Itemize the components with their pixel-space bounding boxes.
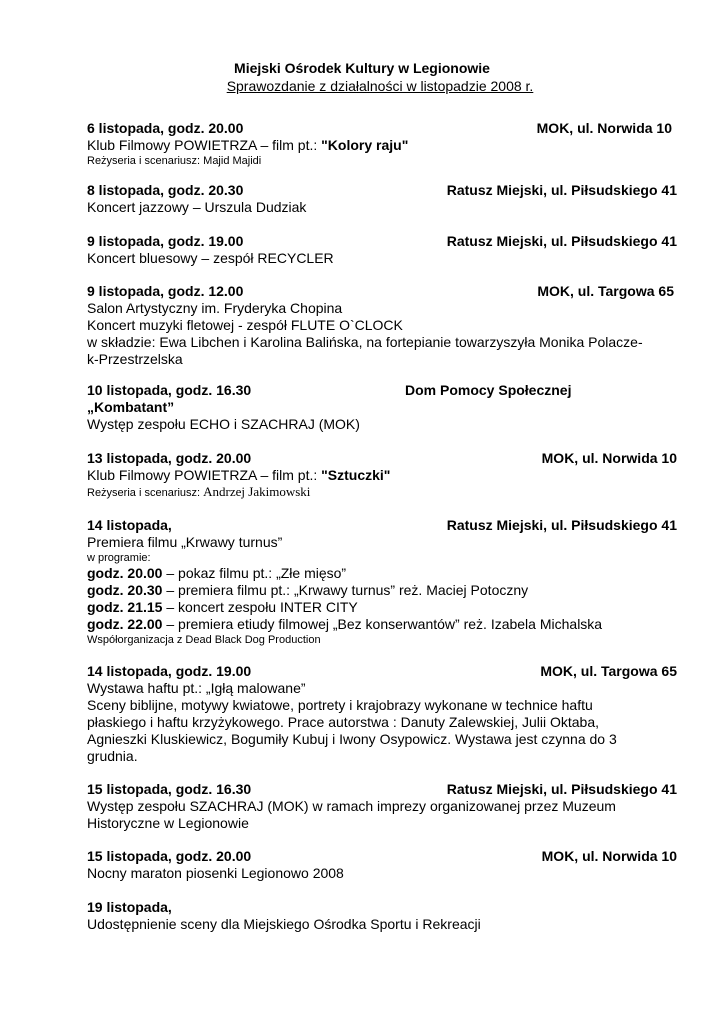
film-title: "Kolory raju" [321, 137, 409, 153]
program-text: – premiera etiudy filmowej „Bez konserwantów” reż. Izabela Michalska [162, 616, 603, 632]
credits-value: Andrzej Jakimowski [203, 484, 311, 499]
event-header [87, 848, 677, 865]
event-line: Występ zespołu SZACHRAJ (MOK) w ramach imprezy organizowanej przez Muzeum [87, 798, 616, 814]
event-date: 8 listopada, godz. 20.30 [87, 182, 244, 198]
program-time: godz. 22.00 [87, 616, 163, 632]
event-entry [87, 899, 677, 933]
event-date: 13 listopada, godz. 20.00 [87, 450, 252, 466]
event-date: 9 listopada, godz. 12.00 [87, 283, 244, 299]
event-header [87, 517, 677, 534]
film-title: "Sztuczki" [321, 467, 391, 483]
event-credits [87, 154, 677, 169]
event-date: 9 listopada, godz. 19.00 [87, 233, 244, 249]
event-place: Ratusz Miejski, ul. Piłsudskiego 41 [446, 182, 677, 198]
event-line: Salon Artystyczny im. Fryderyka Chopina [87, 300, 343, 316]
event-place: MOK, ul. Norwida 10 [536, 120, 672, 136]
event-credits [87, 484, 677, 501]
credits-label: Reżyseria i scenariusz: [87, 155, 204, 167]
event-place: MOK, ul. Targowa 65 [540, 663, 677, 679]
event-header [87, 382, 677, 399]
event-place: Dom Pomocy Społecznej [405, 382, 572, 398]
program-item [87, 565, 677, 582]
program-item [87, 582, 677, 599]
event-date: 15 listopada, godz. 16.30 [87, 781, 252, 797]
credits-value: Majid Majidi [203, 155, 262, 167]
program-item [87, 599, 677, 616]
event-entry [87, 517, 677, 648]
event-date: 10 listopada, godz. 16.30 [87, 382, 252, 398]
event-header [87, 233, 677, 250]
event-header [87, 899, 677, 916]
event-line [87, 467, 677, 484]
event-entry [87, 120, 677, 169]
program-text: – koncert zespołu INTER CITY [162, 599, 358, 615]
event-line: Występ zespołu ECHO i SZACHRAJ (MOK) [87, 416, 360, 432]
event-place: MOK, ul. Targowa 65 [537, 283, 674, 299]
document-subtitle: Sprawozdanie z działalności w listopadzie 2008 r. [226, 78, 534, 94]
event-place: MOK, ul. Norwida 10 [541, 450, 677, 466]
event-line: k-Przestrzelska [87, 351, 183, 367]
event-line: Nocny maraton piosenki Legionowo 2008 [87, 865, 344, 881]
event-line: Sceny biblijne, motywy kwiatowe, portrety i krajobrazy wykonane w technice haftu [87, 697, 593, 713]
program-text: – premiera filmu pt.: „Krwawy turnus” reż. Maciej Potoczny [162, 582, 529, 598]
credits-label: Reżyseria i scenariusz: [87, 487, 204, 499]
event-note: Współorganizacja z Dead Black Dog Production [87, 634, 321, 646]
event-place: MOK, ul. Norwida 10 [541, 848, 677, 864]
event-entry [87, 382, 677, 433]
event-header [87, 120, 677, 137]
event-line: płaskiego i haftu krzyżykowego. Prace autorstwa : Danuty Zalewskiej, Julii Oktaba, [87, 714, 600, 730]
event-entry [87, 233, 677, 267]
event-date: 15 listopada, godz. 20.00 [87, 848, 252, 864]
event-line: „Kombatant” [87, 399, 175, 415]
event-line: Koncert jazzowy – Urszula Dudziak [87, 199, 307, 215]
event-place: Ratusz Miejski, ul. Piłsudskiego 41 [446, 233, 677, 249]
program-item [87, 616, 677, 633]
event-entry [87, 450, 677, 501]
event-text: Klub Filmowy POWIETRZA – film pt.: [87, 467, 322, 483]
event-date: 19 listopada, [87, 899, 172, 915]
event-date: 14 listopada, [87, 517, 172, 533]
event-header [87, 450, 677, 467]
event-line: Premiera filmu „Krwawy turnus” [87, 534, 283, 550]
event-line: grudnia. [87, 748, 138, 764]
event-header [87, 283, 677, 300]
program-time: godz. 20.00 [87, 565, 163, 581]
event-line: w składzie: Ewa Libchen i Karolina Balińska, na fortepianie towarzyszyła Monika Polacze- [87, 334, 643, 350]
event-header [87, 182, 677, 199]
program-time: godz. 21.15 [87, 599, 163, 615]
event-line: Historyczne w Legionowie [87, 815, 249, 831]
program-text: – pokaz filmu pt.: „Złe mięso” [162, 565, 347, 581]
event-entry [87, 781, 677, 832]
event-place: Ratusz Miejski, ul. Piłsudskiego 41 [446, 781, 677, 797]
event-place: Ratusz Miejski, ul. Piłsudskiego 41 [446, 517, 677, 533]
event-line: Koncert bluesowy – zespół RECYCLER [87, 250, 334, 266]
event-entry [87, 848, 677, 882]
event-entry [87, 283, 677, 368]
program-time: godz. 20.30 [87, 582, 163, 598]
event-line [87, 137, 677, 154]
event-text: Klub Filmowy POWIETRZA – film pt.: [87, 137, 322, 153]
event-entry [87, 663, 677, 765]
event-line: Agnieszki Kluskiewicz, Bogumiły Kubuj i Iwony Osypowicz. Wystawa jest czynna do 3 [87, 731, 617, 747]
program-label: w programie: [87, 552, 151, 564]
event-header [87, 663, 677, 680]
event-header [87, 781, 677, 798]
event-entry [87, 182, 677, 216]
event-line: Wystawa haftu pt.: „Igłą malowane” [87, 680, 306, 696]
event-line: Udostępnienie sceny dla Miejskiego Ośrodka Sportu i Rekreacji [87, 916, 481, 932]
event-date: 6 listopada, godz. 20.00 [87, 120, 244, 136]
event-date: 14 listopada, godz. 19.00 [87, 663, 252, 679]
event-line: Koncert muzyki fletowej - zespół FLUTE O`CLOCK [87, 317, 403, 333]
document-title: Miejski Ośrodek Kultury w Legionowie [234, 60, 490, 76]
